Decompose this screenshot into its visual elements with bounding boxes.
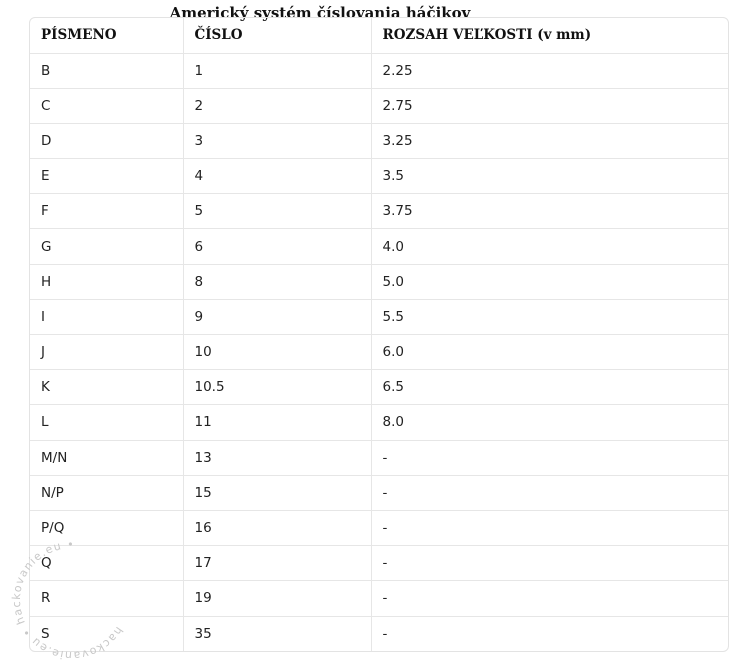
- cell-letter: P/Q: [30, 510, 183, 545]
- cell-number: 35: [183, 616, 371, 651]
- cell-size-range: -: [382, 625, 388, 642]
- cell-letter: J: [30, 335, 183, 370]
- cell-size-range: 3.5: [371, 159, 728, 194]
- cell-letter: S: [30, 616, 183, 651]
- hook-size-table: [30, 18, 728, 651]
- cell-number: 2: [183, 88, 371, 123]
- table-row: [30, 475, 728, 510]
- table-header-row: [30, 18, 728, 53]
- cell-number: 5: [183, 194, 371, 229]
- cell-size-range: 3.25: [371, 123, 728, 158]
- cell-letter: N/P: [30, 475, 183, 510]
- table-row: [30, 616, 728, 651]
- cell-letter: K: [30, 370, 183, 405]
- cell-letter: I: [30, 299, 183, 334]
- cell-letter: C: [30, 88, 183, 123]
- table-row: [30, 229, 728, 264]
- cell-letter: F: [30, 194, 183, 229]
- table-body: [30, 53, 728, 651]
- cell-size-range: -: [371, 510, 728, 545]
- header-size-range: ROZSAH VEĽKOSTI (v mm): [371, 18, 728, 53]
- cell-size-range: 2.75: [371, 88, 728, 123]
- table-row: [30, 194, 728, 229]
- cell-size-range: -: [371, 475, 728, 510]
- table-row: [30, 546, 728, 581]
- cell-number: 9: [183, 299, 371, 334]
- watermark-text: hackovanie.eu • hackovanie.eu •: [9, 537, 126, 663]
- cell-number: 17: [183, 546, 371, 581]
- cell-letter: L: [30, 405, 183, 440]
- table-row: [30, 159, 728, 194]
- cell-number: 10: [183, 335, 371, 370]
- cell-size-range: 6.0: [371, 335, 728, 370]
- cell-letter: E: [30, 159, 183, 194]
- cell-number: 16: [183, 510, 371, 545]
- table-row: [30, 123, 728, 158]
- table-row: [30, 264, 728, 299]
- cell-size-range: 2.25: [371, 53, 728, 88]
- cell-number: 6: [183, 229, 371, 264]
- table-row: [30, 53, 728, 88]
- cell-size-range: 4.0: [371, 229, 728, 264]
- cell-number: 19: [183, 581, 371, 616]
- hook-size-table-container: [29, 17, 729, 652]
- cell-size-range: -: [371, 440, 728, 475]
- cell-letter: D: [30, 123, 183, 158]
- table-title: Americký systém číslovania háčikov: [169, 4, 471, 22]
- table-row: [30, 299, 728, 334]
- table-row: [30, 405, 728, 440]
- cell-size-range: -: [371, 546, 728, 581]
- cell-size-range: -: [371, 581, 728, 616]
- cell-size-range: 5.5: [371, 299, 728, 334]
- cell-letter: B: [30, 53, 183, 88]
- cell-size-range: 5.0: [371, 264, 728, 299]
- cell-letter: H: [30, 264, 183, 299]
- header-letter: PÍSMENO: [30, 18, 183, 53]
- cell-number: 11: [183, 405, 371, 440]
- table-row: [30, 370, 728, 405]
- table-row: [30, 88, 728, 123]
- header-number: ČÍSLO: [183, 18, 371, 53]
- cell-number: 1: [183, 53, 371, 88]
- cell-size-range: 8.0: [371, 405, 728, 440]
- cell-number: 8: [183, 264, 371, 299]
- table-row: [30, 510, 728, 545]
- cell-number: 3: [183, 123, 371, 158]
- table-row: [30, 335, 728, 370]
- cell-number: 13: [183, 440, 371, 475]
- table-row: [30, 440, 728, 475]
- cell-size-range: 3.75: [371, 194, 728, 229]
- cell-number: 10.5: [183, 370, 371, 405]
- cell-number: 15: [183, 475, 371, 510]
- cell-size-range: 6.5: [371, 370, 728, 405]
- table-row: [30, 581, 728, 616]
- cell-letter: M/N: [30, 440, 183, 475]
- cell-number: 4: [183, 159, 371, 194]
- cell-letter: G: [30, 229, 183, 264]
- cell-letter: Q: [30, 546, 183, 581]
- cell-letter: R: [30, 581, 183, 616]
